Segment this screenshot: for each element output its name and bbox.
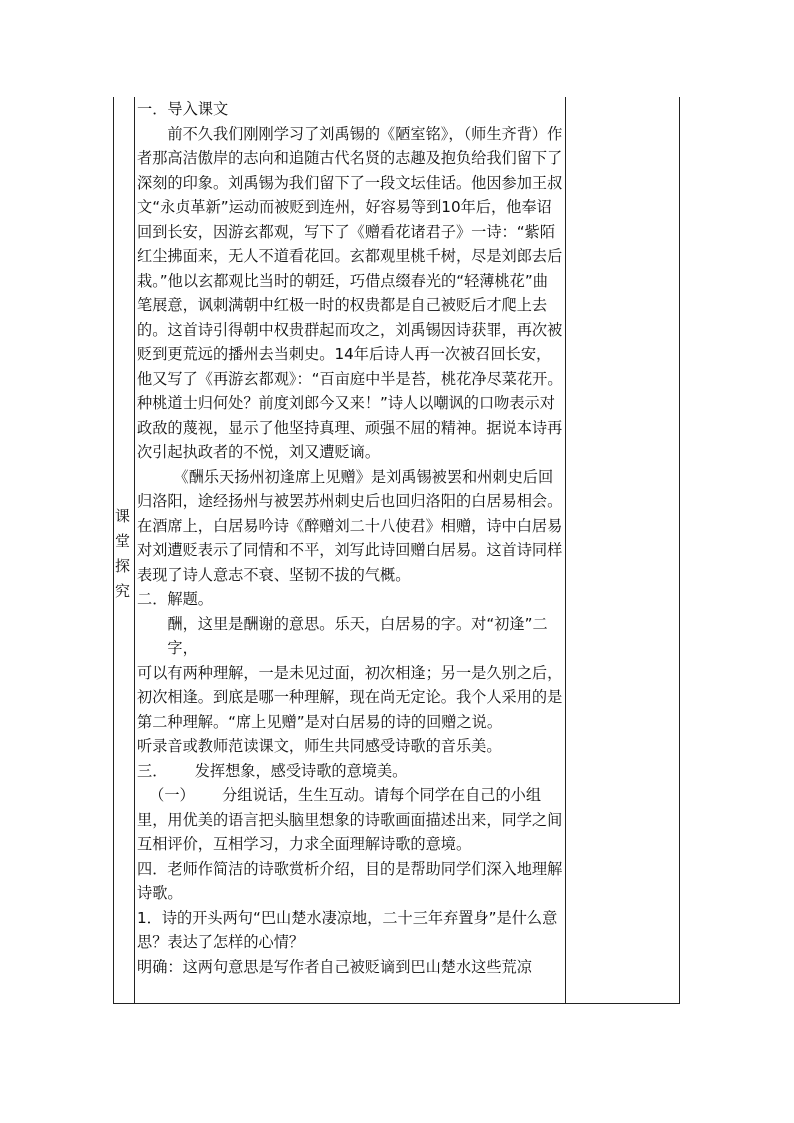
table-column-divider-1 xyxy=(134,97,135,1003)
heading-intro: 一．导入课文 xyxy=(137,100,229,118)
lesson-content xyxy=(137,97,563,979)
heading-number-three: 三． xyxy=(137,761,168,780)
paragraph-intro-background: 前不久我们刚刚学习了刘禹锡的《陋室铭》，（师生齐背）作者那高洁傲岸的志向和追随古代名贤的志趣及抱负给我们留下了深刻的印象。刘禹锡为我们留下了一段文坛佳话。他因参加王叔文“永贞革新”运动而被贬到连州，好容易等到10年后，他奉诏回到长安，因游玄都观，写下了《赠看花诸君子》一诗：“紫陌红尘拂面来，无人不道看花回。玄都观里桃千树，尽是刘郎去后栽。”他以玄都观比当时的朝廷，巧借点缀春光的“轻薄桃花”曲笔展意，讽刺满朝中红极一时的权贵都是自己被贬后才爬上去的。这首诗引得朝中权贵群起而攻之，刘禹锡因诗获罪，再次被贬到更荒远的播州去当刺史。14年后诗人再一次被召回长安，他又写了《再游玄都观》：“百亩庭中半是苔，桃花净尽菜花开。种桃道士归何处？前度刘郎今又来！”诗人以嘲讽的口吻表示对政敌的蔑视，显示了他坚持真理、顽强不屈的精神。据说本诗再次引起执政者的不悦，刘又遭贬谪。 xyxy=(137,124,563,461)
heading-title-explanation: 二．解题。 xyxy=(137,590,213,608)
paragraph-two-interpretations: 可以有两种理解，一是未见过面，初次相逢；另一是久别之后，初次相逢。到底是哪一种理解，现在尚无定论。我个人采用的是第二种理解。“席上见赠”是对白居易的诗的回赠之说。 xyxy=(137,663,563,731)
heading-imagination xyxy=(137,759,563,784)
answer-1: 明确：这两句意思是写作者自己被贬谪到巴山楚水这些荒凉 xyxy=(137,957,532,976)
group-talk-text: 分组说话，生生互动。请每个同学在自己的小组里，用优美的语言把头脑里想象的诗歌画面描述出来，同学之间互相评价，互相学习，力求全面理解诗歌的意境。 xyxy=(137,786,563,853)
paragraph-poem-background: 《酬乐天扬州初逢席上见赠》是刘禹锡被罢和州刺史后回归洛阳，途经扬州与被罢苏州刺史后也回归洛阳的白居易相会。在酒席上，白居易吟诗《醉赠刘二十八使君》相赠，诗中白居易对刘遭贬表示了同情和不平，刘写此诗回赠白居易。这首诗同样表现了诗人意志不衰、坚韧不拔的气概。 xyxy=(137,467,563,584)
table-border-left xyxy=(113,97,114,1003)
section-label-classroom-inquiry: 课 堂 探 究 xyxy=(115,507,131,600)
sub-number-one: （一） xyxy=(149,786,195,804)
heading-imagination-text: 发挥想象，感受诗歌的意境美。 xyxy=(194,761,408,780)
table-border-right xyxy=(679,97,680,1003)
paragraph-listen-recording: 听录音或教师范读课文，师生共同感受诗歌的音乐美。 xyxy=(137,737,502,755)
paragraph-title-explanation: 酬，这里是酬谢的意思。乐天，白居易的字。对“初逢”二字， xyxy=(167,614,548,657)
table-column-divider-2 xyxy=(565,97,566,1003)
question-1: 1．诗的开头两句“巴山楚水凄凉地，二十三年弃置身”是什么意思？表达了怎样的心情？ xyxy=(137,908,558,951)
table-border-bottom xyxy=(113,1003,680,1004)
paragraph-group-talk xyxy=(137,783,563,857)
heading-appreciation: 四．老师作简洁的诗歌赏析介绍，目的是帮助同学们深入地理解诗歌。 xyxy=(137,859,563,902)
